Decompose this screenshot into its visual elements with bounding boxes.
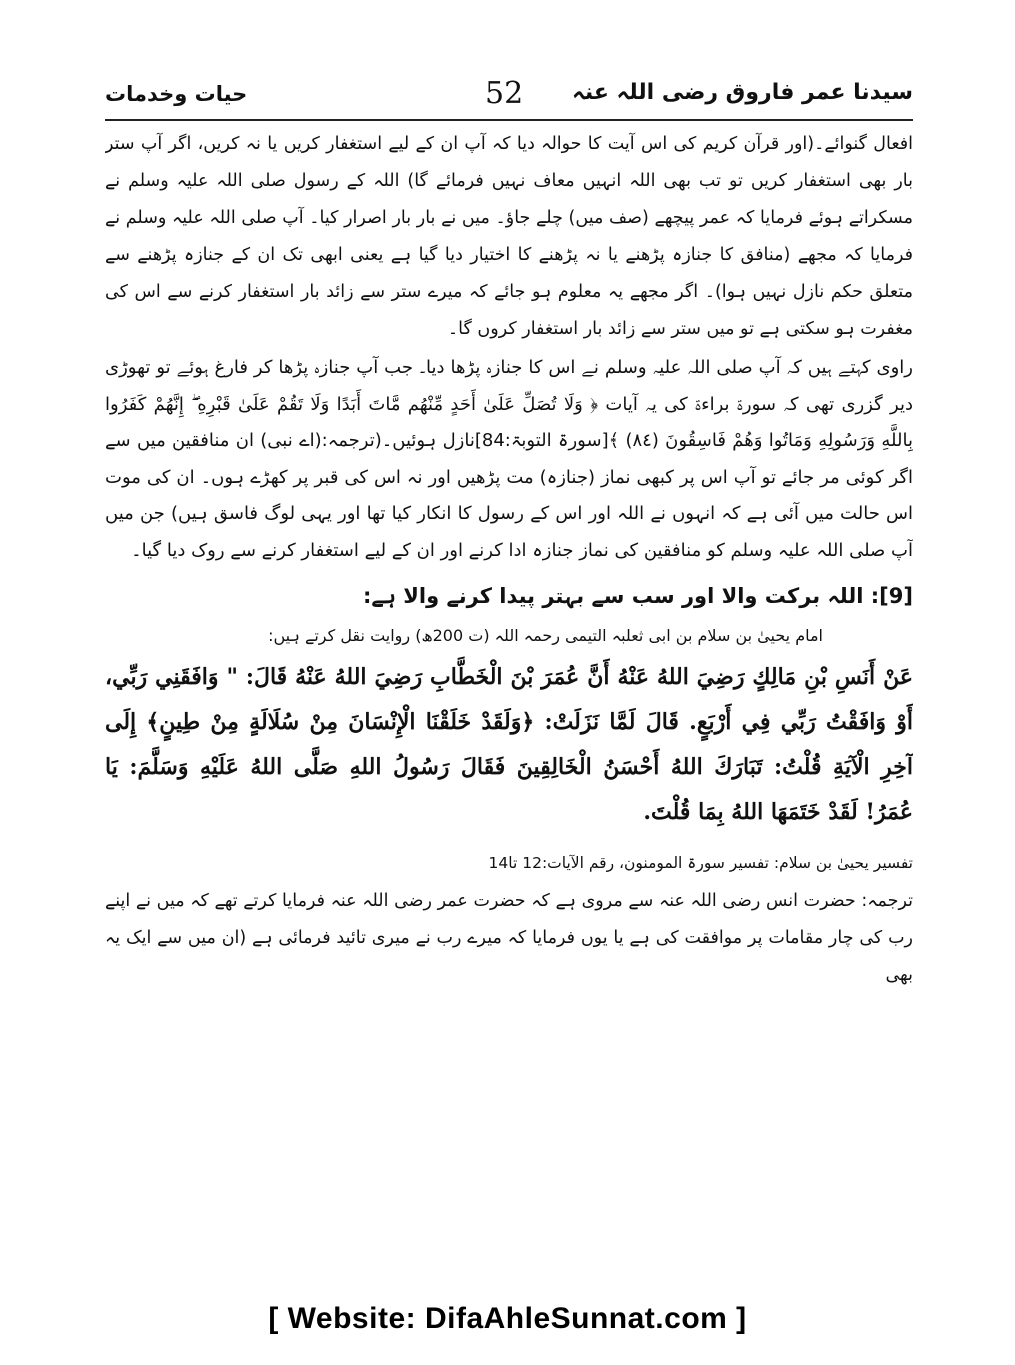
website-footer: [ Website: DifaAhleSunnat.com ] — [268, 1302, 747, 1335]
paragraph-2: راوی کہتے ہیں کہ آپ صلی اللہ علیہ وسلم نے اس کا جنازہ پڑھا دیا۔ جب آپ جنازہ پڑھا کر فارغ ہوئے تو تھوڑی دیر گزری تھی کہ سورۃ براءۃ کی یہ آیات ﴿ وَلَا تُصَلِّ عَلَىٰ أَحَدٍ مِّنْهُم مَّاتَ أَبَدًا وَلَا تَقُمْ عَلَىٰ قَبْرِهِ ۖ إِنَّهُمْ كَفَرُوا بِاللَّهِ وَرَسُولِهِ وَمَاتُوا وَهُمْ فَاسِقُونَ (٨٤) ﴾[سورۃ التوبۃ:84]نازل ہوئیں۔(ترجمہ:(اے نبی) ان منافقین میں سے اگر کوئی مر جائے تو آپ اس پر کبھی نماز (جنازہ) مت پڑھیں اور نہ اس کی قبر پر کھڑے ہوں۔ ان کی موت اس حالت میں آئی ہے کہ انہوں نے اللہ اور اس کے رسول کا انکار کیا تھا اور یہی لوگ فاسق ہیں) جن میں آپ صلی اللہ علیہ وسلم کو منافقین کی نماز جنازہ ادا کرنے اور ان کے لیے استغفار کرنے سے روک دیا گیا۔ — [105, 357, 913, 561]
paragraph-1: افعال گنوائے۔(اور قرآن کریم کی اس آیت کا حوالہ دیا کہ آپ ان کے لیے استغفار کریں یا نہ کریں، اگر آپ ستر بار بھی استغفار کریں تو تب بھی اللہ انہیں معاف نہیں فرمائے گا) اللہ کے رسول صلی اللہ علیہ وسلم نے مسکراتے ہوئے فرمایا کہ عمر پیچھے (صف میں) چلے جاؤ۔ میں نے بار بار اصرار کیا۔ آپ صلی اللہ علیہ وسلم نے فرمایا کہ مجھے (منافق کا جنازہ پڑھنے یا نہ پڑھنے کا اختیار دیا گیا ہے یعنی ابھی تک ان کے جنازہ پڑھنے سے متعلق حکم نازل نہیں ہوا)۔ اگر مجھے یہ معلوم ہو جائے کہ میرے ستر سے زائد بار استغفار کرنے سے اس کی مغفرت ہو سکتی ہے تو میں ستر سے زائد بار استغفار کروں گا۔ — [105, 134, 913, 339]
translation: ترجمہ: حضرت انس رضی اللہ عنہ سے مروی ہے کہ حضرت عمر رضی اللہ عنہ فرمایا کرتے تھے کہ میں نے اپنے رب کی چار مقامات پر موافقت کی ہے یا یوں فرمایا کہ میرے رب نے میری تائید فرمائی ہے (ان میں سے ایک یہ بھی — [105, 891, 913, 985]
arabic-hadith: عَنْ أَنَسِ بْنِ مَالِكٍ رَضِيَ اللهُ عَنْهُ أَنَّ عُمَرَ بْنَ الْخَطَّابِ رَضِيَ اللهُ عَنْهُ قَالَ: " وَافَقَنِي رَبِّي، أَوْ وَافَقْتُ رَبِّي فِي أَرْبَعٍ. قَالَ لَمَّا نَزَلَتْ: ﴿وَلَقَدْ خَلَقْنَا الْإِنْسَانَ مِنْ سُلَالَةٍ مِنْ طِينٍ﴾ إِلَى آخِرِ الْآيَةِ قُلْتُ: تَبَارَكَ اللهُ أَحْسَنُ الْخَالِقِينَ فَقَالَ رَسُولُ اللهِ صَلَّى اللهُ عَلَيْهِ وَسَلَّمَ: يَا عُمَرُ! لَقَدْ خَتَمَهَا اللهُ بِمَا قُلْتَ. — [105, 664, 913, 825]
point-heading: [9]: اللہ برکت والا اور سب سے بہتر پیدا کرنے والا ہے: — [362, 584, 913, 608]
page-body — [105, 126, 913, 1246]
reference: تفسیر یحییٰ بن سلام: تفسیر سورۃ المومنون، رقم الآیات:12 تا14 — [488, 854, 913, 872]
section-title: حیات وخدمات — [105, 82, 248, 106]
page-header — [105, 76, 913, 116]
header-divider — [105, 119, 913, 121]
book-title: سیدنا عمر فاروق رضی اللہ عنہ — [571, 80, 913, 105]
narration-intro: امام یحییٰ بن سلام بن ابی ثعلبہ التیمی رحمہ اللہ (ت 200ھ) روایت نقل کرتے ہیں: — [268, 626, 823, 645]
page-number: 52 — [485, 76, 524, 111]
